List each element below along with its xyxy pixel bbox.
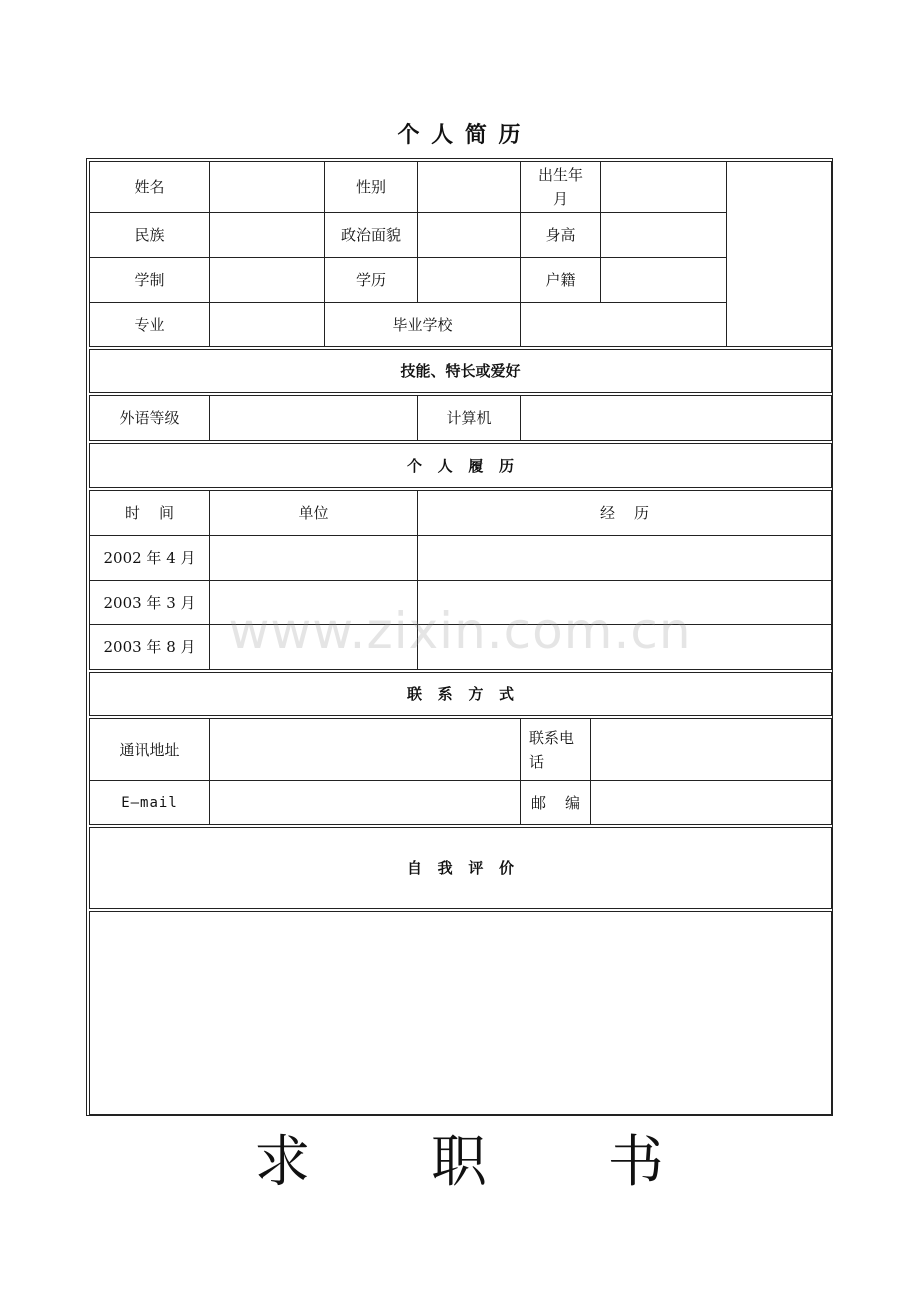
photo-area[interactable] [727, 162, 831, 346]
name-label: 姓名 [134, 178, 165, 196]
schooling-field[interactable] [210, 258, 324, 302]
contact-heading-section [89, 672, 832, 716]
height-label: 身高 [545, 226, 576, 244]
skills-section [89, 395, 832, 441]
history-heading-section [89, 443, 832, 488]
history-heading: 个 人 履 历 [407, 456, 514, 475]
gender-field[interactable] [418, 162, 520, 212]
major-label: 专业 [134, 315, 165, 334]
school-field[interactable] [521, 303, 726, 346]
education-field[interactable] [418, 258, 520, 302]
footer-title: 求 职 书 [254, 1130, 666, 1195]
schooling-label: 学制 [134, 271, 165, 289]
language-label: 外语等级 [119, 409, 180, 427]
time-header: 时 间 [124, 504, 175, 522]
history-time-3: 2003 年 8 月 [103, 638, 196, 656]
political-field[interactable] [418, 213, 520, 257]
unit-header: 单位 [298, 504, 329, 522]
gender-label: 性别 [355, 178, 386, 196]
history-unit-2[interactable] [210, 581, 417, 624]
phone-label: 联系电话 [529, 728, 575, 771]
experience-header: 经 历 [599, 504, 650, 522]
history-unit-1[interactable] [210, 536, 417, 580]
skills-heading-section [89, 349, 832, 393]
postcode-field[interactable] [591, 781, 831, 824]
birth-label: 出生年月 [537, 166, 583, 208]
hukou-field[interactable] [601, 258, 726, 302]
political-label: 政治面貌 [340, 226, 401, 244]
height-field[interactable] [601, 213, 726, 257]
computer-label: 计算机 [446, 409, 492, 427]
history-experience-1[interactable] [418, 536, 831, 580]
history-unit-3[interactable] [210, 625, 417, 669]
contact-table [89, 718, 832, 825]
computer-field[interactable] [521, 396, 831, 440]
resume-form [86, 158, 833, 1116]
history-experience-2[interactable] [418, 581, 831, 624]
ethnicity-field[interactable] [210, 213, 324, 257]
language-field[interactable] [210, 396, 417, 440]
major-field[interactable] [210, 303, 324, 346]
email-field[interactable] [210, 781, 520, 824]
watermark: www.zixin.com.cn [228, 602, 692, 660]
history-time-1: 2002 年 4 月 [103, 549, 196, 567]
birth-field[interactable] [601, 162, 726, 212]
ethnicity-label: 民族 [134, 226, 165, 244]
phone-field[interactable] [591, 719, 831, 780]
page-title: 个 人 简 历 [397, 122, 523, 148]
self-eval-heading-section [89, 827, 832, 909]
postcode-label: 邮 编 [530, 793, 581, 812]
self-eval-content[interactable] [89, 911, 832, 1115]
contact-heading: 联 系 方 式 [407, 685, 514, 703]
address-label: 通讯地址 [119, 740, 180, 759]
basic-info-section [89, 161, 832, 347]
name-field[interactable] [210, 162, 324, 212]
skills-heading: 技能、特长或爱好 [400, 362, 521, 380]
hukou-label: 户籍 [545, 271, 576, 289]
education-label: 学历 [355, 271, 386, 289]
history-time-2: 2003 年 3 月 [103, 593, 196, 612]
email-label: E—mail [121, 794, 178, 811]
school-label: 毕业学校 [392, 315, 453, 334]
history-experience-3[interactable] [418, 625, 831, 669]
history-table [89, 490, 832, 670]
address-field[interactable] [210, 719, 520, 780]
self-eval-heading: 自 我 评 价 [407, 859, 514, 877]
